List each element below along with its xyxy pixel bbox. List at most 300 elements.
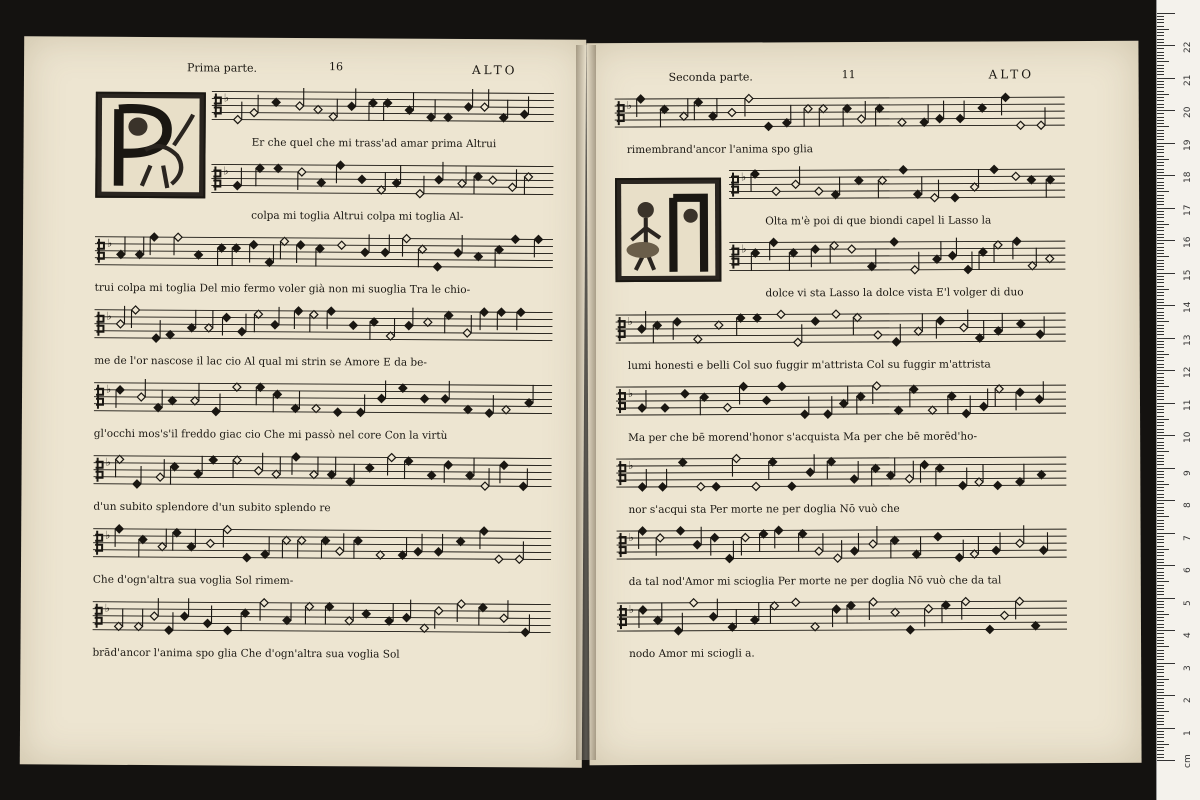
ruler-tick <box>1157 611 1164 612</box>
note-icon <box>994 481 1002 489</box>
ruler-tick <box>1157 591 1164 592</box>
note-icon <box>377 172 385 194</box>
note-icon <box>1027 176 1035 184</box>
ruler-tick <box>1157 182 1164 183</box>
ruler-tick <box>1157 282 1164 283</box>
note-icon <box>843 105 851 127</box>
ruler-tick <box>1157 78 1175 79</box>
note-icon <box>819 105 827 127</box>
ruler-tick <box>1157 676 1164 677</box>
note-icon <box>500 100 508 122</box>
ruler-tick <box>1157 152 1164 153</box>
ruler-tick <box>1157 347 1164 348</box>
note-icon <box>751 249 759 271</box>
ruler-tick <box>1157 627 1164 628</box>
note-icon <box>891 608 899 616</box>
note-icon <box>1046 255 1054 263</box>
flat-sign-icon: ♭ <box>106 236 113 250</box>
ruler-tick <box>1157 74 1164 75</box>
ruler-tick <box>1157 178 1164 179</box>
ruler-label: 10 <box>1183 431 1193 443</box>
ruler-tick <box>1157 663 1175 664</box>
ruler-tick <box>1157 312 1164 313</box>
note-icon <box>370 318 378 340</box>
note-icon <box>135 608 143 630</box>
music-staff <box>729 237 1065 278</box>
note-icon <box>345 603 353 625</box>
note-icon <box>676 527 684 535</box>
ruler-tick <box>1157 97 1164 98</box>
note-icon <box>464 405 472 413</box>
note-icon <box>723 404 731 412</box>
ruler-tick <box>1157 754 1164 755</box>
ruler-tick <box>1157 529 1164 530</box>
flat-sign-icon: ♭ <box>223 91 230 105</box>
flat-sign-icon: ♭ <box>740 170 747 184</box>
ruler-tick <box>1157 737 1164 738</box>
note-icon <box>329 99 337 121</box>
flat-sign-icon: ♭ <box>105 455 111 469</box>
lyric-line: nodo Amor mi sciogli a. <box>629 647 755 661</box>
note-icon <box>338 241 346 249</box>
ruler-tick <box>1157 120 1164 121</box>
ruler-tick <box>1157 373 1164 374</box>
ruler-label: 8 <box>1183 502 1193 508</box>
ruler-tick <box>1157 396 1164 397</box>
voice-label: ALTO <box>471 63 518 78</box>
music-staff <box>729 165 1065 206</box>
note-icon <box>970 536 978 558</box>
ruler-tick <box>1157 406 1164 407</box>
note-icon <box>282 536 290 558</box>
note-icon <box>737 314 745 336</box>
note-icon <box>910 385 918 407</box>
ruler-tick <box>1157 578 1164 579</box>
ruler-tick <box>1157 698 1164 699</box>
left-page <box>20 36 586 767</box>
music-staff <box>212 87 554 129</box>
note-icon <box>321 537 329 559</box>
ruler-tick <box>1157 221 1164 222</box>
ruler-tick <box>1157 682 1164 683</box>
note-icon <box>789 249 797 271</box>
ruler-tick <box>1157 705 1164 706</box>
ruler-tick <box>1157 728 1175 729</box>
note-icon <box>427 99 435 121</box>
ruler-label: 12 <box>1183 366 1193 378</box>
ruler-tick <box>1157 666 1164 667</box>
note-icon <box>256 164 264 186</box>
note-icon <box>398 537 406 559</box>
ruler-tick <box>1157 39 1164 40</box>
ruler-label: 11 <box>1183 399 1193 411</box>
ruler-tick <box>1157 143 1175 144</box>
note-icon <box>194 251 202 259</box>
ruler-tick <box>1157 175 1175 176</box>
ruler-tick <box>1157 542 1164 543</box>
ruler-tick <box>1157 247 1164 248</box>
note-icon <box>358 175 366 183</box>
note-icon <box>765 122 773 130</box>
ruler-tick <box>1157 568 1164 569</box>
lyric-line: brād'ancor l'anima spo glia Che d'ogn'altra sua voglia Sol <box>92 646 400 661</box>
note-icon <box>899 166 907 174</box>
note-icon <box>205 310 213 332</box>
lyric-line: lumi honesti e belli Col suo fuggir m'attrista Col su fuggir m'attrista <box>627 358 991 373</box>
ruler-tick <box>1157 523 1164 524</box>
note-icon <box>187 529 195 551</box>
note-icon <box>524 173 532 195</box>
ruler-tick <box>1157 273 1175 274</box>
note-icon <box>760 530 768 552</box>
note-icon <box>428 471 436 479</box>
ruler-tick <box>1157 45 1175 46</box>
ruler-tick <box>1157 289 1169 290</box>
ruler-tick <box>1157 65 1164 66</box>
ruler-label: cm <box>1183 754 1193 768</box>
ruler-tick <box>1157 165 1164 166</box>
ruler-label: 15 <box>1183 269 1193 281</box>
note-icon <box>792 598 800 606</box>
ruler-tick <box>1157 331 1164 332</box>
ruler-tick <box>1157 318 1164 319</box>
ruler-tick <box>1157 637 1164 638</box>
note-icon <box>890 238 898 246</box>
ruler-tick <box>1157 575 1164 576</box>
note-icon <box>310 311 318 333</box>
ruler-tick <box>1157 750 1164 751</box>
ruler-tick <box>1157 195 1164 196</box>
note-icon <box>876 104 884 126</box>
ruler-tick <box>1157 516 1169 517</box>
ruler-tick <box>1157 139 1164 140</box>
ruler-tick <box>1157 747 1164 748</box>
ruler-tick <box>1157 484 1169 485</box>
ruler-tick <box>1157 367 1164 368</box>
note-icon <box>233 456 241 478</box>
note-icon <box>681 390 689 398</box>
ruler-tick <box>1157 211 1164 212</box>
ruler-tick <box>1157 100 1164 101</box>
ruler-tick <box>1157 117 1164 118</box>
ruler-tick <box>1157 107 1164 108</box>
ruler-tick <box>1157 744 1169 745</box>
ruler-tick <box>1157 718 1164 719</box>
ruler-tick <box>1157 104 1164 105</box>
flat-sign-icon: ♭ <box>627 387 634 401</box>
note-icon <box>233 383 241 391</box>
note-icon <box>316 245 324 267</box>
note-icon <box>399 384 407 392</box>
part-heading: Seconda parte. <box>668 70 753 84</box>
music-staff <box>616 309 1066 351</box>
note-icon <box>194 456 202 478</box>
ruler-tick <box>1157 679 1169 680</box>
note-icon <box>474 253 482 261</box>
ruler-tick <box>1157 188 1164 189</box>
ruler-tick <box>1157 370 1175 371</box>
note-icon <box>887 457 895 479</box>
ruler-tick <box>1157 299 1164 300</box>
note-icon <box>840 386 848 408</box>
ruler-tick <box>1157 533 1175 534</box>
note-icon <box>827 458 835 480</box>
ruler-tick <box>1157 240 1175 241</box>
ruler-tick <box>1157 445 1164 446</box>
ruler-tick <box>1157 250 1164 251</box>
part-heading: Prima parte. <box>186 61 258 75</box>
note-icon <box>376 551 384 559</box>
ruler-tick <box>1157 721 1164 722</box>
ruler-tick <box>1157 500 1175 501</box>
note-icon <box>1046 176 1054 198</box>
ruler-tick <box>1157 185 1164 186</box>
ruler-tick <box>1157 237 1164 238</box>
ruler-tick <box>1157 386 1169 387</box>
note-icon <box>679 458 687 466</box>
note-icon <box>994 313 1002 335</box>
ruler-tick <box>1157 461 1164 462</box>
note-icon <box>305 603 313 625</box>
ruler-tick <box>1157 497 1164 498</box>
ruler-tick <box>1157 581 1169 582</box>
ruler-tick <box>1157 377 1164 378</box>
ruler-tick <box>1157 383 1164 384</box>
ruler-tick <box>1157 295 1164 296</box>
ruler-tick <box>1157 653 1164 654</box>
music-staff <box>211 160 553 202</box>
ruler-tick <box>1157 503 1164 504</box>
ruler-tick <box>1157 692 1164 693</box>
note-icon <box>1000 611 1008 619</box>
ruler-tick <box>1157 536 1164 537</box>
ruler-tick <box>1157 71 1164 72</box>
ruler-tick <box>1157 256 1169 257</box>
ruler-tick <box>1157 344 1164 345</box>
note-icon <box>256 383 264 405</box>
ruler-tick <box>1157 711 1169 712</box>
ruler-tick <box>1157 435 1175 436</box>
measuring-ruler <box>1156 0 1200 800</box>
note-icon <box>261 536 269 558</box>
ruler-tick <box>1157 640 1164 641</box>
note-icon <box>855 177 863 185</box>
ruler-tick <box>1157 253 1164 254</box>
ruler-tick <box>1157 136 1164 137</box>
note-icon <box>314 106 322 114</box>
ruler-tick <box>1157 572 1164 573</box>
ruler-tick <box>1157 624 1164 625</box>
ruler-tick <box>1157 695 1175 696</box>
ruler-tick <box>1157 48 1164 49</box>
note-icon <box>385 603 393 625</box>
note-icon <box>948 392 956 414</box>
ruler-tick <box>1157 607 1164 608</box>
note-icon <box>772 187 780 195</box>
note-icon <box>421 395 429 403</box>
note-icon <box>1032 622 1040 630</box>
ruler-tick <box>1157 198 1164 199</box>
note-icon <box>857 392 865 414</box>
note-icon <box>206 539 214 547</box>
ruler-tick <box>1157 263 1164 264</box>
note-icon <box>660 105 668 127</box>
note-icon <box>243 554 251 562</box>
ruler-label: 17 <box>1183 204 1193 216</box>
ruler-tick <box>1157 133 1164 134</box>
note-icon <box>853 314 861 336</box>
ruler-tick <box>1157 734 1164 735</box>
note-icon <box>694 98 702 120</box>
ruler-tick <box>1157 227 1164 228</box>
ruler-tick <box>1157 22 1164 23</box>
ruler-tick <box>1157 380 1164 381</box>
ruler-tick <box>1157 328 1164 329</box>
note-icon <box>878 176 886 198</box>
note-icon <box>232 244 240 266</box>
ruler-tick <box>1157 325 1164 326</box>
note-icon <box>942 601 950 623</box>
note-icon <box>769 458 777 480</box>
ruler-tick <box>1157 468 1175 469</box>
ruler-tick <box>1157 552 1164 553</box>
note-icon <box>418 245 426 267</box>
ruler-tick <box>1157 702 1164 703</box>
ruler-tick <box>1157 708 1164 709</box>
ruler-tick <box>1157 32 1164 33</box>
ruler-tick <box>1157 672 1164 673</box>
music-staff <box>93 452 551 495</box>
ruler-tick <box>1157 442 1164 443</box>
music-staff <box>617 525 1067 567</box>
note-icon <box>715 321 723 329</box>
ruler-tick <box>1157 260 1164 261</box>
woodcut-initial-m <box>615 178 721 282</box>
note-icon <box>979 248 987 270</box>
ruler-tick <box>1157 477 1164 478</box>
book-gutter <box>576 45 596 760</box>
note-icon <box>265 244 273 266</box>
note-icon <box>405 92 413 114</box>
ruler-label: 13 <box>1183 334 1193 346</box>
note-icon <box>136 236 144 258</box>
ruler-tick <box>1157 357 1164 358</box>
ruler-tick <box>1157 604 1164 605</box>
ruler-tick <box>1157 87 1164 88</box>
ruler-tick <box>1157 29 1169 30</box>
lyric-line: dolce vi sta Lasso la dolce vista E'l volger di duo <box>765 286 1024 300</box>
note-icon <box>369 99 377 121</box>
ruler-tick <box>1157 555 1164 556</box>
lyric-line: gl'occhi mos's'il freddo giac cio Che mi passò nel core Con la virtù <box>93 427 448 442</box>
note-icon <box>753 314 761 322</box>
note-icon <box>525 385 533 407</box>
folio-number: 16 <box>329 60 344 74</box>
note-icon <box>168 397 176 405</box>
ruler-tick <box>1157 724 1164 725</box>
note-icon <box>489 176 497 184</box>
flat-sign-icon: ♭ <box>628 459 634 473</box>
note-icon <box>117 236 125 258</box>
music-staff <box>93 598 551 641</box>
ruler-tick <box>1157 191 1169 192</box>
ruler-tick <box>1157 146 1164 147</box>
music-staff <box>616 381 1066 423</box>
ruler-tick <box>1157 429 1164 430</box>
ruler-label: 4 <box>1183 632 1193 638</box>
ruler-tick <box>1157 419 1169 420</box>
ruler-tick <box>1157 217 1164 218</box>
ruler-tick <box>1157 510 1164 511</box>
note-icon <box>317 179 325 187</box>
ruler-tick <box>1157 757 1164 758</box>
lyric-line: colpa mi toglia Altrui colpa mi toglia Al- <box>251 209 464 223</box>
right-page <box>586 41 1141 765</box>
flat-sign-icon: ♭ <box>628 603 635 617</box>
note-icon <box>995 385 1003 407</box>
ruler-tick <box>1157 162 1164 163</box>
ruler-tick <box>1157 52 1164 53</box>
ruler-label: 20 <box>1183 106 1193 118</box>
note-icon <box>393 165 401 187</box>
note-icon <box>218 244 226 266</box>
note-icon <box>458 165 466 187</box>
ruler-tick <box>1157 546 1164 547</box>
note-icon <box>906 626 914 634</box>
ruler-tick <box>1157 458 1164 459</box>
flat-sign-icon: ♭ <box>106 382 112 396</box>
ruler-tick <box>1157 61 1169 62</box>
note-icon <box>788 482 796 490</box>
note-icon <box>868 248 876 270</box>
ruler-tick <box>1157 276 1164 277</box>
ruler-tick <box>1157 438 1164 439</box>
ruler-tick <box>1157 214 1164 215</box>
note-icon <box>274 164 282 172</box>
ruler-tick <box>1157 455 1164 456</box>
note-icon <box>751 170 759 192</box>
note-icon <box>913 536 921 558</box>
ruler-tick <box>1157 13 1175 14</box>
ruler-tick <box>1157 94 1169 95</box>
ruler-tick <box>1157 169 1164 170</box>
ruler-tick <box>1157 731 1164 732</box>
note-icon <box>697 483 705 491</box>
ruler-tick <box>1157 630 1175 631</box>
ruler-tick <box>1157 643 1164 644</box>
ruler-tick <box>1157 474 1164 475</box>
note-icon <box>891 536 899 558</box>
music-staff <box>95 233 553 276</box>
ruler-tick <box>1157 19 1164 20</box>
note-icon <box>994 241 1002 263</box>
note-icon <box>815 187 823 195</box>
ruler-tick <box>1157 481 1164 482</box>
note-icon <box>272 456 280 478</box>
note-icon <box>241 609 249 631</box>
note-icon <box>312 405 320 413</box>
ruler-tick <box>1157 234 1164 235</box>
note-icon <box>139 536 147 558</box>
note-icon <box>445 311 453 333</box>
lyric-line: Olta m'è poi di que biondi capel li Lasso la <box>765 214 992 228</box>
ruler-tick <box>1157 432 1164 433</box>
note-icon <box>914 176 922 198</box>
note-icon <box>934 533 942 541</box>
ruler-tick <box>1157 286 1164 287</box>
ruler-tick <box>1157 354 1169 355</box>
note-icon <box>349 321 357 329</box>
